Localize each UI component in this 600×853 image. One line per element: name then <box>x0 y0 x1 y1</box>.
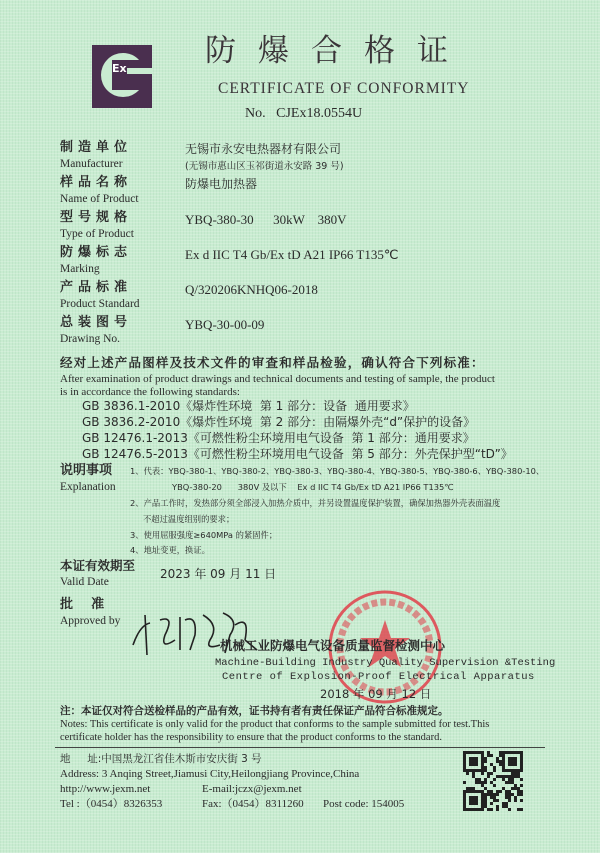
label-drawing-zh: 总装图号 <box>60 315 133 330</box>
valid-date: 2023 年 09 月 11 日 <box>160 567 277 581</box>
title-en: CERTIFICATE OF CONFORMITY <box>218 80 470 97</box>
approved-label-en: Approved by <box>60 615 121 627</box>
label-marking-zh: 防爆标志 <box>60 245 133 260</box>
manufacturer-address: (无锡市惠山区玉祁街道永安路 39 号) <box>185 161 344 172</box>
signature <box>125 595 265 665</box>
label-product-name-zh: 样品名称 <box>60 175 133 190</box>
explanation-line-1: 1、代表：YBQ-380-1、YBQ-380-2、YBQ-380-3、YBQ-380-4、YBQ-380-5、YBQ-380-6、YBQ-380-10、 <box>130 466 545 476</box>
divider <box>55 747 545 748</box>
manufacturer-value: 无锡市永安电热器材有限公司 <box>185 142 342 156</box>
conformity-zh: 经对上述产品图样及技术文件的审查和样品检验，确认符合下列标准： <box>60 355 485 370</box>
standard-4: GB 12476.5-2013《可燃性粉尘环境用电气设备 第 5 部分：外壳保护型“tD”》 <box>82 447 513 461</box>
address-zh: 地 址:中国黑龙江省佳木斯市安庆街 3 号 <box>60 753 262 765</box>
label-manufacturer-en: Manufacturer <box>60 158 123 170</box>
product-name-value: 防爆电加热器 <box>185 177 258 191</box>
label-standard-zh: 产品标准 <box>60 280 133 295</box>
standard-2: GB 3836.2-2010《爆炸性环境 第 2 部分：由隔爆外壳“d”保护的设备》 <box>82 415 476 429</box>
ex-logo <box>92 45 152 108</box>
label-product-name-en: Name of Product <box>60 193 139 205</box>
label-manufacturer-zh: 制造单位 <box>60 140 133 155</box>
explanation-label-zh: 说明事项 <box>60 463 113 478</box>
valid-label-zh: 本证有效期至 <box>60 558 136 573</box>
issue-date: 2018 年 09 月 12 日 <box>320 687 432 701</box>
conformity-en-2: is in accordance the following standards: <box>60 386 240 398</box>
explanation-line-6: 4、地址变更，换证。 <box>130 545 210 555</box>
notes-en-1: Notes: This certificate is only valid for the product that conforms to the sample submitted for test.This <box>60 719 490 730</box>
explanation-line-3: 2、产品工作时，发热部分须全部浸入加热介质中，并另设置温度保护装置，确保加热器外壳表面温度 <box>130 498 501 508</box>
label-marking-en: Marking <box>60 263 100 275</box>
notes-zh: 注：本证仅对符合送检样品的产品有效，证书持有者有责任保证产品符合标准规定。 <box>60 705 449 717</box>
approved-label-zh: 批 准 <box>60 597 105 612</box>
title-zh: 防爆合格证 <box>205 33 470 69</box>
address-en: Address: 3 Anqing Street,Jiamusi City,Heilongjiang Province,China <box>60 768 360 780</box>
explanation-label-en: Explanation <box>60 481 116 493</box>
website-link[interactable]: http://www.jexm.net <box>60 783 151 795</box>
label-drawing-en: Drawing No. <box>60 333 121 345</box>
standard-1: GB 3836.1-2010《爆炸性环境 第 1 部分：设备 通用要求》 <box>82 399 415 413</box>
drawing-value: YBQ-30-00-09 <box>185 317 265 332</box>
marking-value: Ex d IIC T4 Gb/Ex tD A21 IP66 T135℃ <box>185 247 399 262</box>
explanation-line-5: 3、使用屈服强度≥640MPa 的紧固件； <box>130 530 278 540</box>
fax: Fax:（0454）8311260 <box>202 798 304 810</box>
explanation-line-4: 不超过温度组别的要求； <box>143 514 235 524</box>
type-value: YBQ-380-30 30kW 380V <box>185 212 347 227</box>
issuer-name-en-2: Centre of Explosion-Proof Electrical Apparatus <box>222 671 535 683</box>
logo-text: Ex <box>112 62 127 75</box>
label-type-zh: 型号规格 <box>60 210 133 225</box>
valid-label-en: Valid Date <box>60 576 109 588</box>
standard-3: GB 12476.1-2013《可燃性粉尘环境用电气设备 第 1 部分：通用要求》 <box>82 431 475 445</box>
tel: Tel :（0454）8326353 <box>60 798 163 810</box>
conformity-en-1: After examination of product drawings and technical documents and testing of sample, the product <box>60 373 495 385</box>
standard-value: Q/320206KNHQ06-2018 <box>185 282 318 297</box>
notes-en-2: certificate holder has the responsibility to ensure that the product conforms to the standard. <box>60 732 442 743</box>
label-standard-en: Product Standard <box>60 298 140 310</box>
certificate-number: No. CJEx18.0554U <box>245 106 363 121</box>
postcode: Post code: 154005 <box>323 798 405 810</box>
explanation-line-2: YBQ-380-20 380V 及以下 Ex d IIC T4 Gb/Ex tD A21 IP66 T135℃ <box>172 482 454 492</box>
issuer-name-zh: 机械工业防爆电气设备质量监督检测中心 <box>220 638 446 653</box>
email-link[interactable]: E-mail:jczx@jexm.net <box>202 783 302 795</box>
issuer-name-en-1: Machine-Building Industry Quality Supervision &Testing <box>215 657 556 669</box>
label-type-en: Type of Product <box>60 228 134 240</box>
qr-code <box>463 751 523 811</box>
